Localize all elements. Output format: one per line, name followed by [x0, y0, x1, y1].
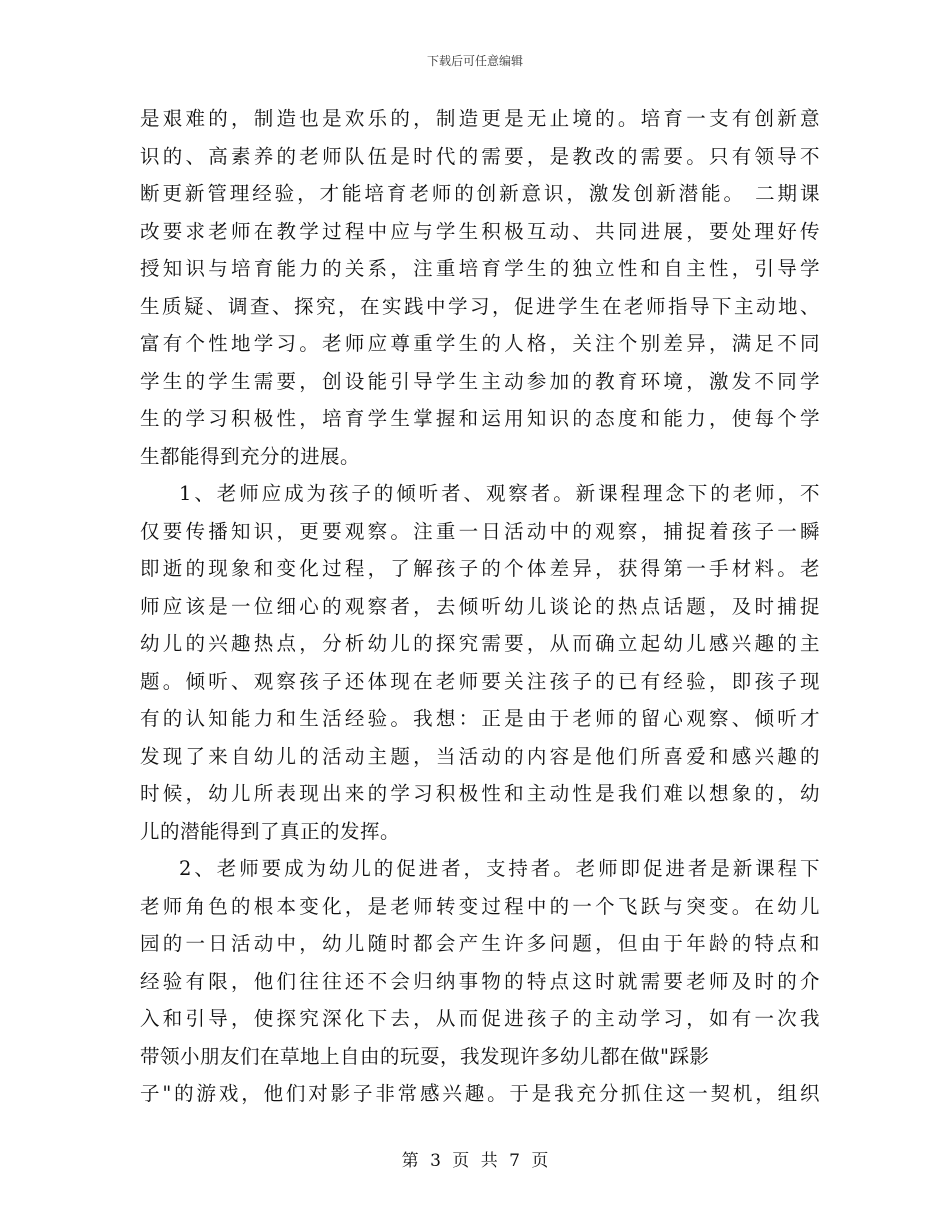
page-footer: 第 3 页 共 7 页: [401, 1151, 549, 1171]
text-line: 师应该是一位细心的观察者，去倾听幼儿谈论的热点话题，及时捕捉: [140, 594, 820, 618]
text-line: 改要求老师在教学过程中应与学生积极互动、共同进展，要处理好传: [140, 219, 820, 243]
text-line: 有的认知能力和生活经验。我想：正是由于老师的留心观察、倾听才: [140, 707, 820, 730]
text-line: 幼儿的兴趣热点，分析幼儿的探究需要，从而确立起幼儿感兴趣的主: [140, 632, 820, 655]
text-line: 园的一日活动中，幼儿随时都会产生许多问题，但由于年龄的特点和: [140, 932, 820, 955]
text-line: 子"的游戏，他们对影子非常感兴趣。于是我充分抓住这一契机，组织: [140, 1082, 820, 1105]
text-line: 2、老师要成为幼儿的促进者，支持者。老师即促进者是新课程下: [179, 857, 820, 880]
text-line: 仅要传播知识，更要观察。注重一日活动中的观察，捕捉着孩子一瞬: [140, 519, 820, 543]
text-line: 题。倾听、观察孩子还体现在老师要关注孩子的已有经验，即孩子现: [140, 669, 820, 693]
text-line: 授知识与培育能力的关系，注重培育学生的独立性和自主性，引导学: [140, 257, 820, 280]
text-line: 识的、高素养的老师队伍是时代的需要，是教改的需要。只有领导不: [140, 144, 820, 168]
text-line: 时候，幼儿所表现出来的学习积极性和主动性是我们难以想象的，幼: [140, 782, 820, 805]
text-line: 生质疑、调查、探究，在实践中学习，促进学生在老师指导下主动地、: [140, 294, 820, 318]
text-line: 带领小朋友们在草地上自由的玩耍，我发现许多幼儿都在做"踩影: [140, 1044, 710, 1068]
page-header: 下载后可任意编辑: [426, 54, 523, 68]
text-line: 富有个性地学习。老师应尊重学生的人格，关注个别差异，满足不同: [140, 332, 820, 355]
text-line: 入和引导，使探究深化下去，从而促进孩子的主动学习，如有一次我: [140, 1007, 820, 1030]
text-line: 老师角色的根本变化，是老师转变过程中的一个飞跃与突变。在幼儿: [140, 894, 820, 918]
document-body: [140, 100, 820, 1113]
text-line: 生都能得到充分的进展。: [140, 444, 361, 468]
text-line: 学生的学生需要，创设能引导学生主动参加的教育环境，激发不同学: [140, 369, 820, 393]
text-line: 儿的潜能得到了真正的发挥。: [140, 819, 401, 843]
text-line: 生的学习积极性，培育学生掌握和运用知识的态度和能力，使每个学: [140, 407, 820, 430]
text-line: 经验有限，他们往往还不会归纳事物的特点这时就需要老师及时的介: [140, 969, 820, 993]
text-line: 发现了来自幼儿的活动主题，当活动的内容是他们所喜爱和感兴趣的: [140, 744, 820, 768]
text-line: 断更新管理经验，才能培育老师的创新意识，激发创新潜能。 二期课: [140, 182, 820, 205]
text-line: 1、老师应成为孩子的倾听者、观察者。新课程理念下的老师，不: [179, 482, 820, 505]
text-line: 即逝的现象和变化过程，了解孩子的个体差异，获得第一手材料。老: [140, 557, 820, 580]
text-line: 是艰难的，制造也是欢乐的，制造更是无止境的。培育一支有创新意: [140, 107, 820, 130]
